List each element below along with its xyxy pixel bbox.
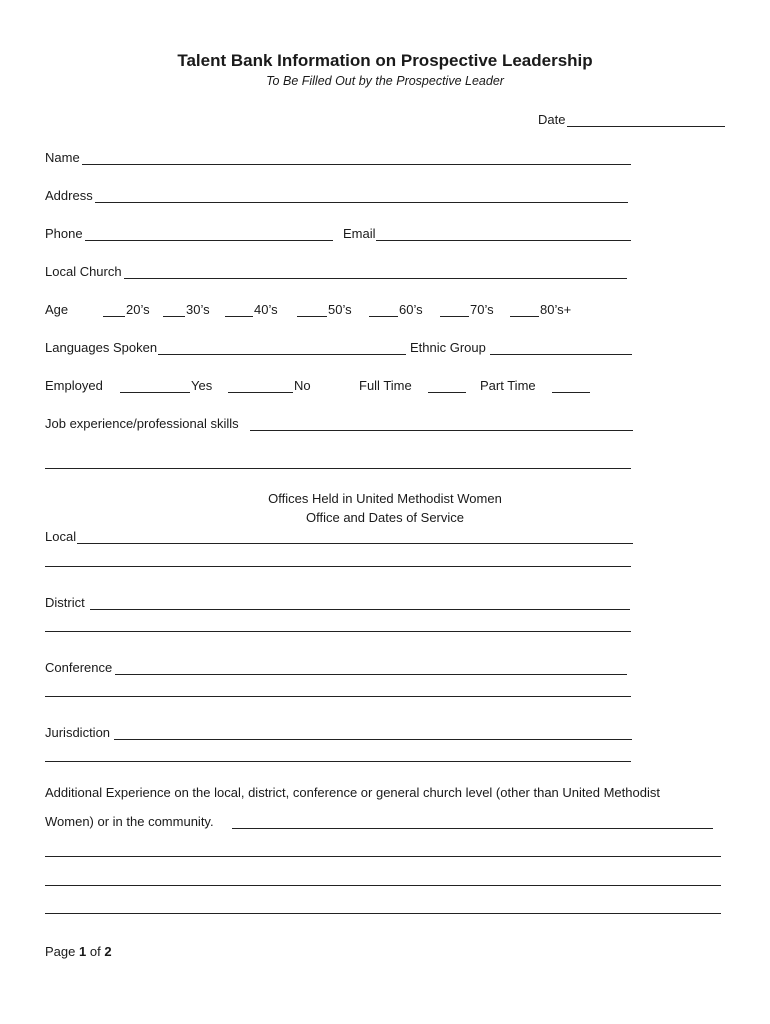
age-30s-label: 30’s — [186, 302, 210, 317]
full-time-blank[interactable] — [428, 392, 466, 393]
conference-field[interactable] — [115, 674, 627, 675]
email-field[interactable] — [376, 240, 631, 241]
age-70s-blank[interactable] — [440, 316, 469, 317]
page-title: Talent Bank Information on Prospective Leadership — [177, 51, 593, 70]
page-current: 1 — [79, 944, 87, 959]
additional-experience-text-2: Women) or in the community. — [45, 814, 214, 829]
local-church-label: Local Church — [45, 264, 122, 279]
of-word: of — [89, 944, 101, 959]
date-label: Date — [538, 112, 566, 127]
name-field[interactable] — [82, 164, 631, 165]
local-label: Local — [45, 529, 77, 544]
job-experience-field[interactable] — [250, 430, 633, 431]
address-label: Address — [45, 188, 93, 203]
employed-no-blank[interactable] — [228, 392, 293, 393]
page-subtitle: To Be Filled Out by the Prospective Leader — [266, 74, 504, 88]
job-experience-label: Job experience/professional skills — [45, 416, 239, 431]
age-80s-label: 80’s+ — [540, 302, 572, 317]
jurisdiction-label: Jurisdiction — [45, 725, 111, 740]
age-20s-label: 20’s — [126, 302, 150, 317]
additional-experience-line-4[interactable] — [45, 913, 721, 914]
district-field[interactable] — [90, 609, 630, 610]
email-label: Email — [343, 226, 376, 241]
date-field[interactable] — [567, 126, 725, 127]
part-time-label: Part Time — [480, 378, 536, 393]
age-60s-blank[interactable] — [369, 316, 398, 317]
local-field[interactable] — [77, 543, 633, 544]
age-label: Age — [45, 302, 69, 317]
additional-experience-field[interactable] — [232, 828, 713, 829]
employed-label: Employed — [45, 378, 103, 393]
additional-experience-line-2[interactable] — [45, 856, 721, 857]
phone-field[interactable] — [85, 240, 333, 241]
conference-line-2[interactable] — [45, 696, 631, 697]
district-line-2[interactable] — [45, 631, 631, 632]
employed-yes-blank[interactable] — [120, 392, 190, 393]
ethnic-group-field[interactable] — [490, 354, 632, 355]
employed-yes-label: Yes — [191, 378, 213, 393]
age-80s-blank[interactable] — [510, 316, 539, 317]
district-label: District — [45, 595, 85, 610]
full-time-label: Full Time — [359, 378, 412, 393]
jurisdiction-line-2[interactable] — [45, 761, 631, 762]
jurisdiction-field[interactable] — [114, 739, 632, 740]
age-60s-label: 60’s — [399, 302, 423, 317]
name-label: Name — [45, 150, 80, 165]
offices-subheading: Office and Dates of Service — [305, 510, 464, 525]
additional-experience-text-1: Additional Experience on the local, district, conference or general church level (other than United Methodist — [45, 785, 660, 800]
conference-label: Conference — [45, 660, 113, 675]
employed-no-label: No — [294, 378, 311, 393]
offices-heading: Offices Held in United Methodist Women — [268, 491, 502, 506]
languages-label: Languages Spoken — [45, 340, 158, 355]
age-40s-label: 40’s — [254, 302, 278, 317]
age-20s-blank[interactable] — [103, 316, 125, 317]
address-field[interactable] — [95, 202, 628, 203]
age-50s-label: 50’s — [328, 302, 352, 317]
ethnic-group-label: Ethnic Group — [410, 340, 486, 355]
page-word: Page — [45, 944, 76, 959]
age-40s-blank[interactable] — [225, 316, 253, 317]
job-experience-line-2[interactable] — [45, 468, 631, 469]
age-70s-label: 70’s — [470, 302, 494, 317]
phone-label: Phone — [45, 226, 83, 241]
additional-experience-line-3[interactable] — [45, 885, 721, 886]
age-50s-blank[interactable] — [297, 316, 327, 317]
languages-field[interactable] — [158, 354, 406, 355]
age-30s-blank[interactable] — [163, 316, 185, 317]
part-time-blank[interactable] — [552, 392, 590, 393]
page-total: 2 — [104, 944, 112, 959]
local-line-2[interactable] — [45, 566, 631, 567]
local-church-field[interactable] — [124, 278, 627, 279]
page-number — [45, 944, 112, 960]
